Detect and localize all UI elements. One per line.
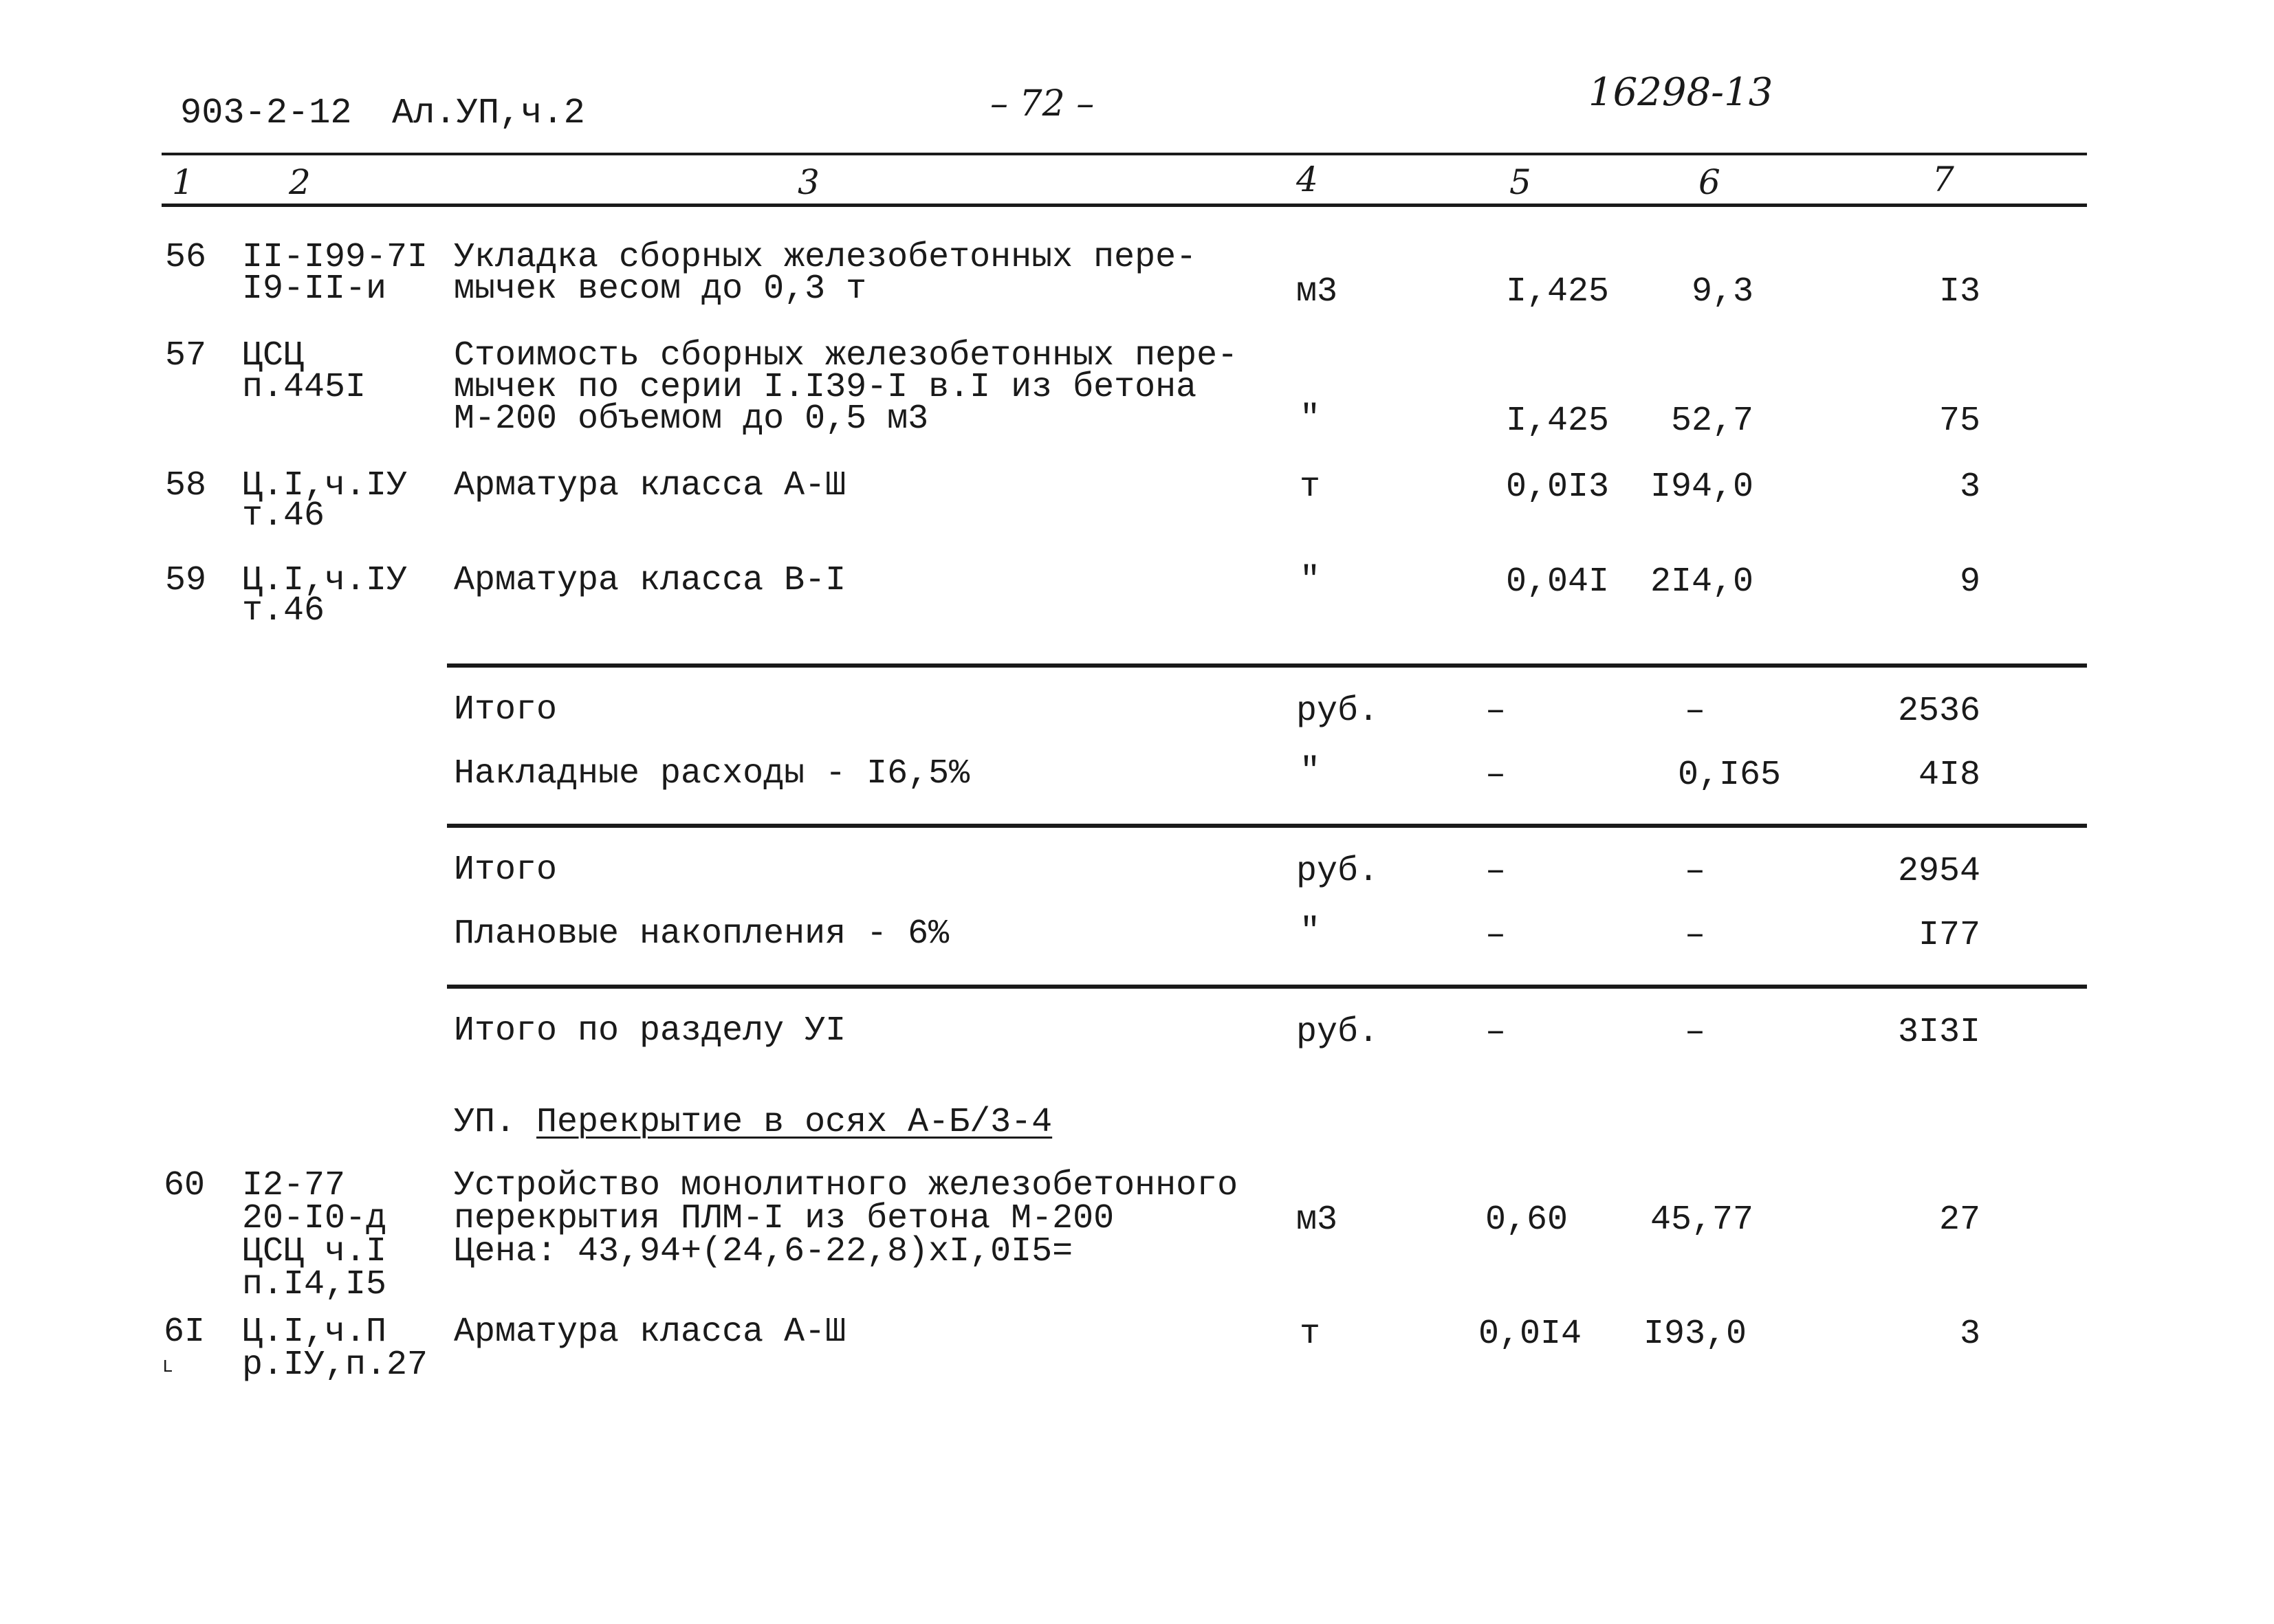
column-header-3: 3 (798, 162, 820, 202)
unit: руб. (1296, 1013, 1379, 1052)
work-description: Укладка сборных железобетонных пере- (454, 238, 1197, 277)
norm-reference: ЦСЦ ч.I (242, 1232, 387, 1271)
work-description: мычек по серии I.I39-I в.I из бетона (454, 368, 1197, 407)
section-heading (454, 1103, 1053, 1142)
total-cost: 27 (1938, 1200, 1980, 1240)
quantity: I,425 (1505, 272, 1609, 311)
section-number: УП. (454, 1103, 516, 1142)
quantity: 0,04I (1505, 562, 1609, 602)
norm-reference: ЦСЦ (242, 336, 305, 375)
norm-reference: Ц.I,ч.IУ (242, 466, 408, 505)
unit-price: – (1685, 916, 1706, 955)
column-header-2: 2 (289, 162, 311, 202)
header-bottom-rule (162, 204, 2087, 207)
unit-price: – (1685, 692, 1706, 731)
total-cost: 2954 (1897, 852, 1980, 891)
stamp-number: 16298-13 (1588, 70, 1773, 115)
total-cost: I77 (1918, 916, 1980, 955)
quantity: 0,0I3 (1505, 468, 1609, 507)
norm-reference: II-I99-7I (242, 238, 428, 277)
unit-price: 0,I65 (1677, 756, 1781, 795)
norm-reference: 20-I0-д (242, 1199, 387, 1238)
album-reference: Ал.УП,ч.2 (392, 93, 585, 133)
quantity: – (1485, 1013, 1507, 1052)
row-number: 58 (165, 466, 207, 505)
unit: руб. (1296, 692, 1379, 731)
unit-price: 2I4,0 (1650, 562, 1753, 602)
unit: " (1300, 399, 1321, 439)
norm-reference: т.46 (242, 496, 325, 536)
norm-reference: Ц.I,ч.IУ (242, 561, 408, 600)
section-total-rule (447, 985, 2087, 989)
row-number: 56 (165, 238, 207, 277)
work-description: Устройство монолитного железобетонного (454, 1166, 1238, 1205)
total-cost: I3 (1938, 272, 1980, 311)
work-description: Арматура класса В-I (454, 561, 846, 600)
quantity: – (1485, 692, 1507, 731)
column-header-1: 1 (172, 162, 194, 202)
work-description: Цена: 43,94+(24,6-22,8)хI,0I5= (454, 1232, 1073, 1271)
work-description: Арматура класса А-Ш (454, 1313, 846, 1352)
total-cost: 3I3I (1897, 1013, 1980, 1052)
unit: " (1300, 912, 1321, 952)
quantity: 0,0I4 (1478, 1315, 1582, 1354)
total-cost: 3 (1959, 468, 1980, 507)
unit: руб. (1296, 852, 1379, 891)
quantity: – (1485, 756, 1507, 795)
summary-label: Итого (454, 690, 558, 729)
unit: " (1300, 752, 1321, 791)
unit-price: 9,3 (1691, 272, 1753, 311)
summary-label: Накладные расходы - I6,5% (454, 754, 970, 793)
norm-reference: т.46 (242, 591, 325, 630)
work-description: перекрытия ПЛМ-I из бетона М-200 (454, 1199, 1115, 1238)
work-description: мычек весом до 0,3 т (454, 270, 867, 309)
total-cost: 3 (1959, 1315, 1980, 1354)
unit: т (1300, 468, 1321, 507)
norm-reference: п.445I (242, 368, 367, 407)
summary-rule (447, 824, 2087, 828)
corner-mark: L (162, 1357, 173, 1377)
unit-price: – (1685, 852, 1706, 891)
unit: м3 (1296, 1200, 1338, 1240)
unit-price: I93,0 (1643, 1315, 1747, 1354)
summary-label: Плановые накопления - 6% (454, 914, 950, 954)
quantity: – (1485, 916, 1507, 955)
section-title: Перекрытие в осях А-Б/3-4 (536, 1103, 1053, 1142)
row-number: 60 (164, 1166, 206, 1205)
column-header-5: 5 (1509, 162, 1531, 202)
unit-price: I94,0 (1650, 468, 1753, 507)
document-code: 903-2-12 (180, 93, 352, 133)
work-description: Стоимость сборных железобетонных пере- (454, 336, 1238, 375)
quantity: I,425 (1505, 402, 1609, 441)
column-header-4: 4 (1296, 160, 1318, 199)
total-cost: 2536 (1897, 692, 1980, 731)
row-number: 6I (164, 1313, 206, 1352)
norm-reference: I2-77 (242, 1166, 346, 1205)
work-description: Арматура класса А-Ш (454, 466, 846, 505)
unit-price: 45,77 (1650, 1200, 1753, 1240)
total-cost: 75 (1938, 402, 1980, 441)
unit-price: 52,7 (1670, 402, 1753, 441)
unit-price: – (1685, 1013, 1706, 1052)
norm-reference: Ц.I,ч.П (242, 1313, 387, 1352)
quantity: 0,60 (1485, 1200, 1568, 1240)
total-cost: 9 (1959, 562, 1980, 602)
row-number: 59 (165, 561, 207, 600)
unit: " (1300, 561, 1321, 600)
work-description: М-200 объемом до 0,5 м3 (454, 399, 929, 439)
page-number: – 72 – (990, 83, 1095, 124)
quantity: – (1485, 852, 1507, 891)
norm-reference: I9-II-и (242, 270, 387, 309)
unit: м3 (1296, 272, 1338, 311)
column-header-6: 6 (1698, 162, 1720, 202)
summary-rule (447, 663, 2087, 668)
column-header-7: 7 (1932, 160, 1954, 199)
norm-reference: р.IУ,п.27 (242, 1346, 428, 1385)
unit: т (1300, 1315, 1321, 1354)
row-number: 57 (165, 336, 207, 375)
summary-label: Итого (454, 851, 558, 890)
total-cost: 4I8 (1918, 756, 1980, 795)
summary-label: Итого по разделу УI (454, 1011, 846, 1051)
header-top-rule (162, 153, 2087, 155)
norm-reference: п.I4,I5 (242, 1265, 387, 1304)
